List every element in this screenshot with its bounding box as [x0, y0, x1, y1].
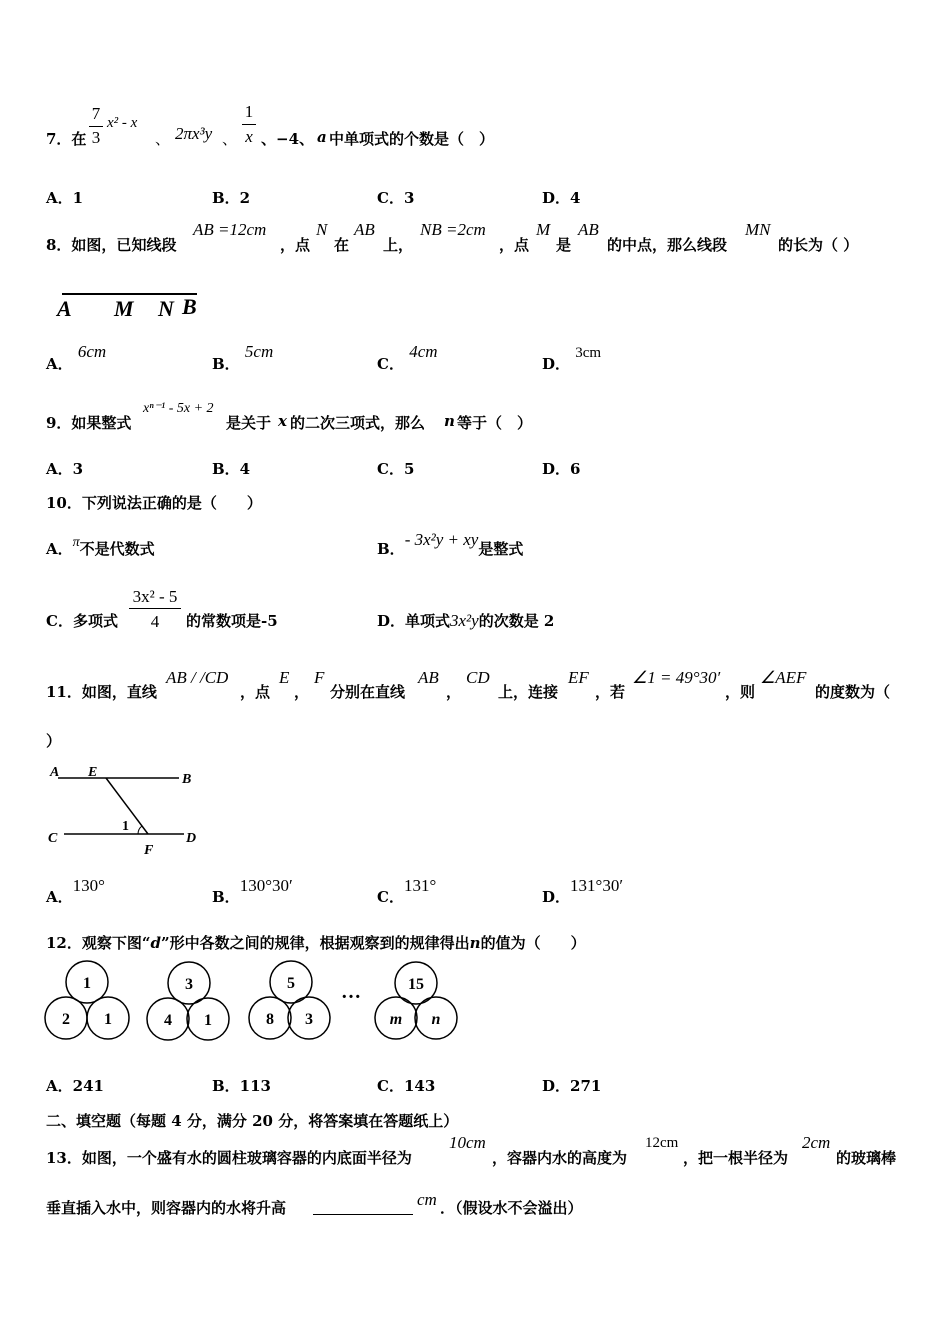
q9-var2: n [444, 412, 455, 430]
q11-text8: ，则 [725, 683, 756, 701]
q11-text3: ， [294, 683, 310, 701]
label-c: C [48, 831, 58, 846]
q11-option-a-label: A． [46, 888, 73, 906]
q8-option-d-label: D． [542, 355, 571, 373]
q8-m7: MN [745, 220, 771, 239]
q11-option-a-value: 130° [72, 876, 105, 895]
q8-option-b-label: B． [212, 355, 240, 373]
q12-question [46, 932, 586, 953]
section2-heading: 二、填空题（每题 4 分，满分 20 分，将答案填在答题纸上） [46, 1112, 459, 1130]
q11-m5: CD [466, 668, 490, 687]
q10-option-c-text: 的常数项是-5 [186, 612, 278, 630]
point-b-label: B [182, 294, 197, 319]
q13-text4: 的玻璃棒 [836, 1149, 897, 1167]
q11-option-b-value: 130°30′ [239, 876, 293, 895]
q7-option-a[interactable]: A．1 [46, 189, 84, 207]
q11-text5: ， [446, 683, 462, 701]
q10-option-a-label: A． [46, 540, 73, 558]
q12-text2: ”形中各数之间的规律，根据观察到的规律得出 [161, 934, 470, 952]
q7-frac1-denominator: 3 [91, 128, 101, 147]
q11-m6: EF [568, 668, 589, 687]
q10-option-b-expr: - 3x²y + xy [404, 530, 479, 549]
q13-tail: ．（假设水不会溢出） [440, 1199, 583, 1217]
q10-option-b-label: B． [377, 540, 405, 558]
q10-option-a-text: 不是代数式 [79, 540, 155, 558]
q13-text1: 13．如图，一个盛有水的圆柱玻璃容器的内底面半径为 [46, 1149, 412, 1167]
q11-option-c[interactable] [377, 876, 437, 907]
label-d: D [186, 831, 197, 846]
group3-left-value: 8 [266, 1011, 274, 1028]
group4-top-value: 15 [408, 976, 424, 993]
q8-option-d-value: 3cm [575, 345, 602, 361]
q9-var: x [278, 412, 287, 430]
q10-option-b[interactable] [377, 530, 524, 559]
q8-option-a-label: A． [46, 355, 73, 373]
q11-m3: F [314, 668, 325, 687]
q8-option-a-value: 6cm [77, 342, 107, 361]
label-angle-1: 1 [122, 819, 129, 834]
q10-option-d-text: 的次数是 2 [478, 612, 555, 630]
q7-frac1-line [89, 126, 103, 127]
q8-m2: N [316, 220, 328, 239]
q12-option-b[interactable]: B．113 [212, 1077, 271, 1095]
q12-option-a[interactable]: A．241 [46, 1077, 104, 1095]
label-f: F [144, 843, 154, 858]
group2-top-value: 3 [185, 976, 193, 993]
q7-option-b[interactable]: B．2 [212, 189, 251, 207]
q7-tail-var: a [317, 128, 327, 146]
q8-text3: 在 [334, 236, 350, 254]
q9-text1: 9．如果整式 [46, 414, 132, 432]
q11-option-c-value: 131° [403, 876, 437, 895]
q7-tail-post: 中单项式的个数是（ ） [329, 130, 495, 148]
point-n-label: N [158, 296, 174, 321]
q9-option-d[interactable]: D．6 [542, 460, 581, 478]
q11-text4: 分别在直线 [330, 683, 406, 701]
group3-top-value: 5 [287, 975, 295, 992]
q10-option-c-label: C．多项式 [46, 612, 118, 630]
q11-option-b-label: B． [212, 888, 240, 906]
q7-expr2: 2πx³y [175, 124, 213, 143]
q11-option-d-value: 131°30′ [570, 876, 624, 895]
q12-text3: 的值为（ ） [480, 934, 586, 952]
point-a-label: A [57, 296, 72, 321]
q7-tail-pre: 、−4、 [261, 130, 315, 148]
q8-option-b[interactable] [212, 342, 274, 374]
q7-frac2-numerator: 1 [244, 102, 254, 121]
q7-number: 7．在 [46, 130, 87, 148]
q8-text4: 上， [383, 236, 414, 254]
q8-text1: 8．如图，已知线段 [46, 236, 177, 254]
q12-d: d [150, 934, 162, 952]
q9-text3: 的二次三项式，那么 [290, 414, 426, 432]
q12-option-c[interactable]: C．143 [377, 1077, 436, 1095]
q8-text6: 是 [556, 236, 572, 254]
q8-option-c-label: C． [377, 355, 404, 373]
q8-m5: M [536, 220, 551, 239]
q8-option-a[interactable] [46, 342, 107, 374]
q12-text1: 12．观察下图“ [46, 934, 151, 952]
q11-option-a[interactable] [46, 876, 105, 907]
q11-m7: ∠1 = 49°30′ [632, 668, 721, 687]
q13-m1: 10cm [449, 1133, 486, 1152]
q11-parallel-lines-figure [44, 758, 214, 860]
q8-option-d[interactable] [542, 345, 602, 374]
q11-text7: ，若 [595, 683, 626, 701]
q11-close-paren: ） [46, 732, 62, 750]
q12-n: n [469, 934, 481, 952]
q8-option-b-value: 5cm [244, 342, 274, 361]
q9-option-c[interactable]: C．5 [377, 460, 415, 478]
q11-text2: ，点 [240, 683, 271, 701]
group1-right-value: 1 [104, 1011, 112, 1028]
q8-m6: AB [578, 220, 599, 239]
q11-option-b[interactable] [212, 876, 293, 907]
q10-option-d-expr: 3x²y [450, 611, 479, 630]
q10-option-d[interactable] [377, 610, 554, 631]
group1-left-value: 2 [62, 1011, 70, 1028]
point-m-label: M [114, 296, 134, 321]
q10-text: 10．下列说法正确的是（ ） [46, 494, 262, 512]
q8-m3: AB [354, 220, 375, 239]
q13-text3: ，把一根半径为 [683, 1149, 789, 1167]
q8-text7: 的中点，那么线段 [607, 236, 728, 254]
q11-option-d[interactable] [542, 876, 624, 907]
q7-frac2-line [242, 124, 256, 125]
q13-m2: 12cm [645, 1135, 679, 1151]
q7-frac2-denominator: x [245, 127, 253, 146]
q9-text2: 是关于 [226, 414, 272, 432]
q9-expr: xⁿ⁻¹ - 5x + 2 [143, 401, 214, 416]
group3-right-value: 3 [305, 1011, 313, 1028]
q10-option-b-text: 是整式 [478, 540, 524, 558]
q11-m4: AB [418, 668, 439, 687]
q8-line-segment-figure [52, 288, 212, 324]
q8-option-c[interactable] [377, 342, 438, 374]
q13-line2: 垂直插入水中，则容器内的水将升高 [46, 1199, 287, 1217]
ellipsis-dots: … [341, 981, 361, 1003]
group2-left-value: 4 [164, 1012, 172, 1029]
group1-top-value: 1 [83, 975, 91, 992]
group4-right-value: n [431, 1011, 441, 1028]
q8-m4: NB =2cm [420, 220, 486, 239]
q8-option-c-value: 4cm [409, 342, 438, 361]
q9-option-b[interactable]: B．4 [212, 460, 251, 478]
q7-option-d[interactable]: D．4 [542, 189, 581, 207]
q9-text4: 等于（ ） [457, 414, 533, 432]
q13-answer-blank[interactable] [313, 1214, 413, 1215]
q7-sep2: 、 [222, 130, 238, 148]
label-e: E [88, 765, 98, 780]
q11-option-d-label: D． [542, 888, 571, 906]
group4-left-value: m [389, 1011, 403, 1028]
q11-text6: 上，连接 [498, 683, 559, 701]
q10-option-c-numerator: 3x² - 5 [132, 587, 178, 606]
q8-text8: 的长为（ ） [778, 236, 859, 254]
q12-option-d[interactable]: D．271 [542, 1077, 602, 1095]
angle-1-arc [138, 826, 142, 834]
group2-right-value: 1 [204, 1012, 212, 1029]
q8-text5: ，点 [499, 236, 530, 254]
q11-text1: 11．如图，直线 [46, 683, 157, 701]
q13-unit: cm [417, 1190, 437, 1209]
q7-expr1: x² - x [107, 115, 138, 131]
q13-text2: ，容器内水的高度为 [492, 1149, 628, 1167]
q10-option-c-denominator: 4 [150, 612, 160, 631]
q10-option-d-label: D．单项式 [377, 612, 451, 630]
q8-m1: AB =12cm [193, 220, 267, 239]
label-a: A [50, 765, 60, 780]
q10-option-a[interactable] [46, 535, 155, 559]
q10-option-a-expr: π [72, 535, 80, 550]
q7-option-c[interactable]: C．3 [377, 189, 415, 207]
label-b: B [182, 772, 192, 787]
q12-circles-figure [40, 958, 480, 1044]
q11-text9: 的度数为（ [815, 683, 891, 701]
q11-m8: ∠AEF [760, 668, 807, 687]
q7-sep1: 、 [155, 130, 171, 148]
q11-option-c-label: C． [377, 888, 404, 906]
q7-frac1-numerator: 7 [91, 104, 101, 123]
q8-text2: ，点 [280, 236, 311, 254]
q11-m2: E [279, 668, 290, 687]
q10-option-c[interactable] [46, 610, 118, 631]
q13-m3: 2cm [802, 1133, 831, 1152]
q11-m1: AB / /CD [166, 668, 229, 687]
q10-option-c-frac-line [129, 608, 181, 609]
q9-option-a[interactable]: A．3 [46, 460, 84, 478]
